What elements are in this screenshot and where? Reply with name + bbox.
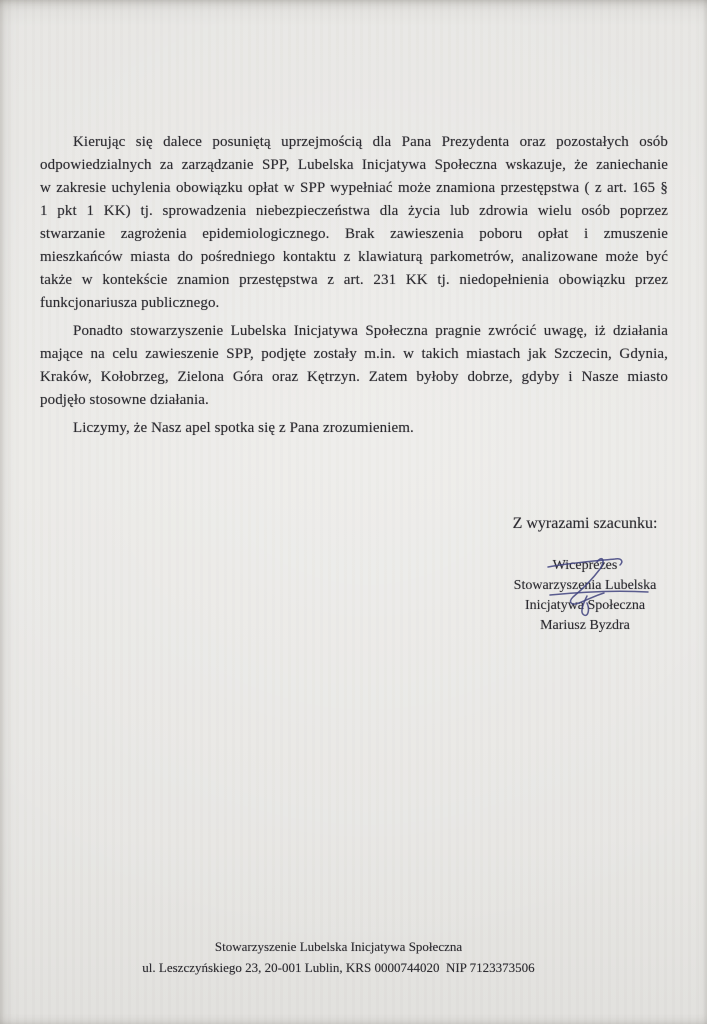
signature-line: Inicjatywa Społeczna [524, 598, 646, 613]
letter-line: stwarzanie zagrożenia epidemiologicznego. Brak zawieszenia poboru opłat i zmuszenie [40, 226, 668, 242]
letter-line: Liczymy, że Nasz apel spotka się z Pana zrozumieniem. [73, 420, 414, 436]
signature-line: Mariusz Byzdra [540, 618, 630, 633]
closing-block [455, 514, 707, 636]
letter-line: 1 pkt 1 KK) tj. sprowadzenia niebezpieczeństwa dla życia lub zdrowia wielu osób poprzez [40, 203, 668, 219]
letter-line: także w kontekście znamion przestępstwa z art. 231 KK tj. niedopełnienia obowiązku przez [40, 272, 668, 288]
letter-line: odpowiedzialnych za zarządzanie SPP, Lubelska Inicjatywa Społeczna wskazuje, że zaniechanie [40, 157, 668, 173]
paragraph [40, 320, 668, 412]
footer-address: ul. Leszczyńskiego 23, 20-001 Lublin, KRS 0000744020 NIP 7123373506 [142, 960, 535, 975]
letter-line: mieszkańców miasta do pośredniego kontaktu z klawiaturą parkometrów, analizowane może być [40, 249, 668, 265]
letter-line: w zakresie uchylenia obowiązku opłat w SPP wypełniać może znamiona przestępstwa ( z art. 165 § [40, 180, 668, 196]
letter-line: funkcjonariusza publicznego. [40, 295, 220, 311]
letter-line: podjęło stosowne działania. [40, 392, 209, 408]
letter-line: Ponadto stowarzyszenie Lubelska Inicjatywa Społeczna pragnie zwrócić uwagę, iż działania [73, 323, 668, 339]
letter-line: mające na celu zawieszenie SPP, podjęte zostały m.in. w takich miastach jak Szczecin, Gdynia, [40, 346, 668, 362]
paragraph [40, 131, 668, 315]
letter-line: Kraków, Kołobrzeg, Zielona Góra oraz Kętrzyn. Zatem byłoby dobrze, gdyby i Nasze miasto [40, 369, 668, 385]
letter-body [40, 131, 668, 440]
footer-organization: Stowarzyszenie Lubelska Inicjatywa Społeczna [214, 939, 463, 954]
signature-line: Wiceprezes [552, 558, 618, 573]
signature-line: Stowarzyszenia Lubelska [513, 578, 657, 593]
salutation: Z wyrazami szacunku: [512, 515, 658, 532]
signature-block [455, 556, 707, 636]
paragraph [40, 417, 668, 440]
letter-footer [0, 936, 677, 978]
letter-line: Kierując się dalece posuniętą uprzejmością dla Pana Prezydenta oraz pozostałych osób [73, 134, 668, 150]
